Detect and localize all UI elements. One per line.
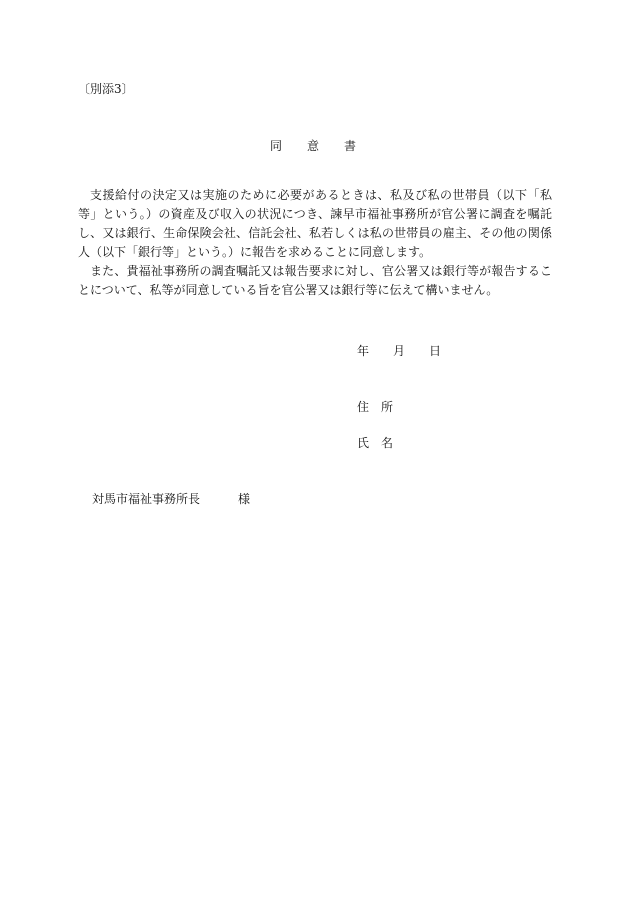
addressee-honorific: 様	[238, 492, 251, 506]
date-year: 年	[357, 344, 370, 358]
name-char-2: 名	[381, 436, 394, 450]
consent-body	[78, 186, 552, 300]
address-field-label	[357, 398, 393, 415]
document-title	[270, 137, 356, 154]
address-char-1: 住	[357, 400, 370, 414]
title-char-1: 同	[270, 139, 283, 153]
date-day: 日	[429, 344, 442, 358]
name-char-1: 氏	[357, 436, 370, 450]
name-field-label	[357, 434, 393, 451]
title-char-2: 意	[307, 139, 320, 153]
consent-paragraph-1: 支援給付の決定又は実施のために必要があるときは、私及び私の世帯員（以下「私等」という。）の資産及び収入の状況につき、諫早市福祉事務所が官公署に調査を嘱託し、又は銀行、生命保険会社、信託会社、私若しくは私の世帯員の雇主、その他の関係人（以下「銀行等」という。）に報告を求めることに同意します。	[78, 188, 552, 259]
title-char-3: 書	[344, 139, 357, 153]
consent-paragraph-2: また、貴福祉事務所の調査嘱託又は報告要求に対し、官公署又は銀行等が報告することについて、私等が同意している旨を官公署又は銀行等に伝えて構いません。	[78, 264, 552, 297]
date-month: 月	[393, 344, 406, 358]
attachment-label: 〔別添3〕	[78, 82, 134, 96]
addressee-office: 対馬市福祉事務所長	[92, 492, 201, 506]
date-line	[357, 342, 441, 359]
addressee	[92, 490, 250, 507]
address-char-2: 所	[381, 400, 394, 414]
